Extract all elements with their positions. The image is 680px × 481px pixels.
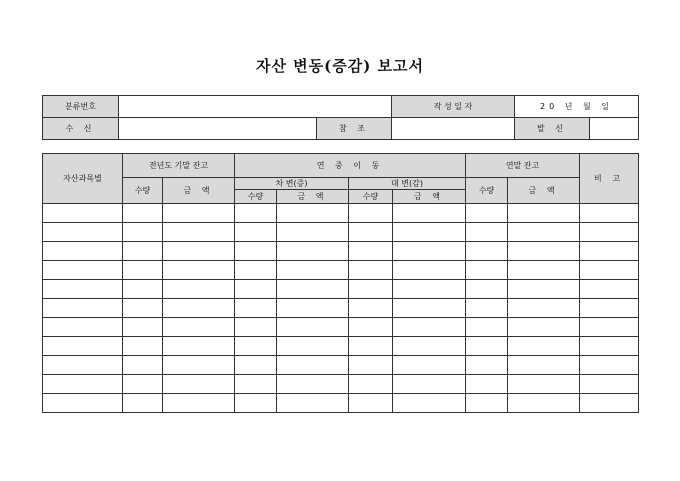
- asset-subject-header: 자산과목별: [43, 154, 123, 204]
- prev-balance-header: 전년도 기말 잔고: [123, 154, 235, 178]
- table-cell[interactable]: [508, 299, 580, 318]
- table-cell[interactable]: [349, 337, 393, 356]
- table-cell[interactable]: [277, 204, 349, 223]
- table-row: [43, 280, 639, 299]
- table-cell[interactable]: [508, 337, 580, 356]
- table-cell[interactable]: [123, 375, 163, 394]
- table-cell[interactable]: [277, 223, 349, 242]
- table-cell[interactable]: [43, 375, 123, 394]
- table-cell[interactable]: [393, 261, 466, 280]
- table-cell[interactable]: [277, 394, 349, 413]
- table-cell[interactable]: [43, 204, 123, 223]
- table-cell[interactable]: [466, 337, 508, 356]
- category-no-field[interactable]: [119, 96, 392, 118]
- prev-amount-header: 금 액: [163, 178, 235, 204]
- table-cell[interactable]: [123, 394, 163, 413]
- table-row: [43, 299, 639, 318]
- table-cell[interactable]: [163, 261, 235, 280]
- table-cell[interactable]: [580, 318, 639, 337]
- table-cell[interactable]: [393, 356, 466, 375]
- table-cell[interactable]: [123, 318, 163, 337]
- table-cell[interactable]: [123, 299, 163, 318]
- table-cell[interactable]: [43, 280, 123, 299]
- table-cell[interactable]: [123, 223, 163, 242]
- debit-qty-header: 수량: [235, 190, 277, 204]
- table-row: [43, 204, 639, 223]
- table-cell[interactable]: [580, 394, 639, 413]
- table-row: [43, 318, 639, 337]
- table-cell[interactable]: [349, 394, 393, 413]
- table-cell[interactable]: [580, 242, 639, 261]
- table-cell[interactable]: [349, 375, 393, 394]
- table-cell[interactable]: [235, 337, 277, 356]
- end-balance-header: 연말 잔고: [466, 154, 580, 178]
- table-cell[interactable]: [393, 375, 466, 394]
- table-cell[interactable]: [277, 242, 349, 261]
- document-title: 자산 변동(증감) 보고서: [255, 57, 425, 75]
- reference-field[interactable]: [392, 118, 515, 140]
- table-cell[interactable]: [580, 356, 639, 375]
- table-cell[interactable]: [508, 318, 580, 337]
- debit-header: 차 변(증): [235, 178, 349, 190]
- table-cell[interactable]: [123, 356, 163, 375]
- end-qty-header: 수량: [466, 178, 508, 204]
- table-cell[interactable]: [466, 394, 508, 413]
- table-cell[interactable]: [580, 223, 639, 242]
- table-cell[interactable]: [466, 318, 508, 337]
- table-cell[interactable]: [43, 299, 123, 318]
- table-cell[interactable]: [393, 223, 466, 242]
- table-cell[interactable]: [123, 242, 163, 261]
- table-cell[interactable]: [277, 375, 349, 394]
- table-cell[interactable]: [349, 299, 393, 318]
- table-cell[interactable]: [466, 280, 508, 299]
- table-row: [43, 394, 639, 413]
- receiver-label: 수 신: [43, 118, 119, 140]
- table-cell[interactable]: [393, 299, 466, 318]
- table-cell[interactable]: [235, 280, 277, 299]
- table-row: [43, 261, 639, 280]
- author-date-label: 작 성 일 자: [392, 96, 515, 118]
- credit-amount-header: 금 액: [393, 190, 466, 204]
- table-cell[interactable]: [393, 280, 466, 299]
- header-info-table: [42, 95, 639, 140]
- table-cell[interactable]: [235, 223, 277, 242]
- credit-header: 대 변(감): [349, 178, 466, 190]
- table-cell[interactable]: [349, 242, 393, 261]
- table-cell[interactable]: [393, 318, 466, 337]
- table-cell[interactable]: [580, 375, 639, 394]
- table-cell[interactable]: [466, 356, 508, 375]
- table-cell[interactable]: [163, 356, 235, 375]
- table-row: [43, 242, 639, 261]
- table-cell[interactable]: [393, 204, 466, 223]
- table-row: [43, 337, 639, 356]
- table-cell[interactable]: [123, 280, 163, 299]
- table-cell[interactable]: [580, 337, 639, 356]
- table-cell[interactable]: [393, 394, 466, 413]
- table-cell[interactable]: [508, 280, 580, 299]
- table-cell[interactable]: [349, 280, 393, 299]
- table-cell[interactable]: [277, 299, 349, 318]
- table-cell[interactable]: [508, 204, 580, 223]
- table-cell[interactable]: [466, 375, 508, 394]
- table-cell[interactable]: [349, 356, 393, 375]
- author-date-field[interactable]: 20 년 월 일: [515, 96, 639, 118]
- credit-qty-header: 수량: [349, 190, 393, 204]
- table-cell[interactable]: [163, 375, 235, 394]
- table-cell[interactable]: [277, 261, 349, 280]
- table-cell[interactable]: [43, 242, 123, 261]
- table-cell[interactable]: [277, 318, 349, 337]
- table-cell[interactable]: [466, 299, 508, 318]
- table-cell[interactable]: [508, 223, 580, 242]
- remarks-header: 비 고: [580, 154, 639, 204]
- table-cell[interactable]: [163, 242, 235, 261]
- table-cell[interactable]: [508, 261, 580, 280]
- table-cell[interactable]: [163, 299, 235, 318]
- table-cell[interactable]: [43, 223, 123, 242]
- table-cell[interactable]: [466, 242, 508, 261]
- table-cell[interactable]: [580, 299, 639, 318]
- table-cell[interactable]: [163, 394, 235, 413]
- table-cell[interactable]: [163, 204, 235, 223]
- table-cell[interactable]: [466, 223, 508, 242]
- prev-qty-header: 수량: [123, 178, 163, 204]
- debit-amount-header: 금 액: [277, 190, 349, 204]
- table-cell[interactable]: [580, 204, 639, 223]
- table-cell[interactable]: [163, 280, 235, 299]
- table-cell[interactable]: [580, 280, 639, 299]
- table-cell[interactable]: [43, 356, 123, 375]
- table-cell[interactable]: [235, 356, 277, 375]
- table-cell[interactable]: [508, 242, 580, 261]
- table-cell[interactable]: [123, 204, 163, 223]
- table-cell[interactable]: [43, 337, 123, 356]
- table-cell[interactable]: [123, 261, 163, 280]
- category-no-label: 분류번호: [43, 96, 119, 118]
- table-cell[interactable]: [508, 356, 580, 375]
- table-cell[interactable]: [349, 318, 393, 337]
- table-cell[interactable]: [235, 394, 277, 413]
- table-row: [43, 356, 639, 375]
- table-cell[interactable]: [43, 318, 123, 337]
- table-cell[interactable]: [393, 337, 466, 356]
- table-cell[interactable]: [349, 261, 393, 280]
- annual-change-header: 연 중 이 동: [235, 154, 466, 178]
- table-cell[interactable]: [235, 204, 277, 223]
- asset-change-table: [42, 153, 639, 413]
- table-cell[interactable]: [508, 394, 580, 413]
- table-cell[interactable]: [163, 223, 235, 242]
- table-cell[interactable]: [235, 261, 277, 280]
- table-cell[interactable]: [235, 242, 277, 261]
- table-cell[interactable]: [580, 261, 639, 280]
- sender-label: 발 신: [515, 118, 590, 140]
- table-row: [43, 223, 639, 242]
- receiver-field[interactable]: [119, 118, 317, 140]
- table-cell[interactable]: [277, 337, 349, 356]
- table-cell[interactable]: [349, 204, 393, 223]
- table-cell[interactable]: [123, 337, 163, 356]
- table-cell[interactable]: [163, 318, 235, 337]
- table-cell[interactable]: [235, 318, 277, 337]
- table-cell[interactable]: [277, 356, 349, 375]
- end-amount-header: 금 액: [508, 178, 580, 204]
- reference-label: 참 조: [317, 118, 392, 140]
- table-cell[interactable]: [466, 261, 508, 280]
- sender-field[interactable]: [590, 118, 639, 140]
- table-cell[interactable]: [163, 337, 235, 356]
- table-row: [43, 375, 639, 394]
- table-cell[interactable]: [43, 261, 123, 280]
- table-cell[interactable]: [349, 223, 393, 242]
- table-cell[interactable]: [235, 299, 277, 318]
- table-cell[interactable]: [466, 204, 508, 223]
- table-cell[interactable]: [43, 394, 123, 413]
- table-cell[interactable]: [508, 375, 580, 394]
- table-cell[interactable]: [235, 375, 277, 394]
- table-cell[interactable]: [393, 242, 466, 261]
- table-cell[interactable]: [277, 280, 349, 299]
